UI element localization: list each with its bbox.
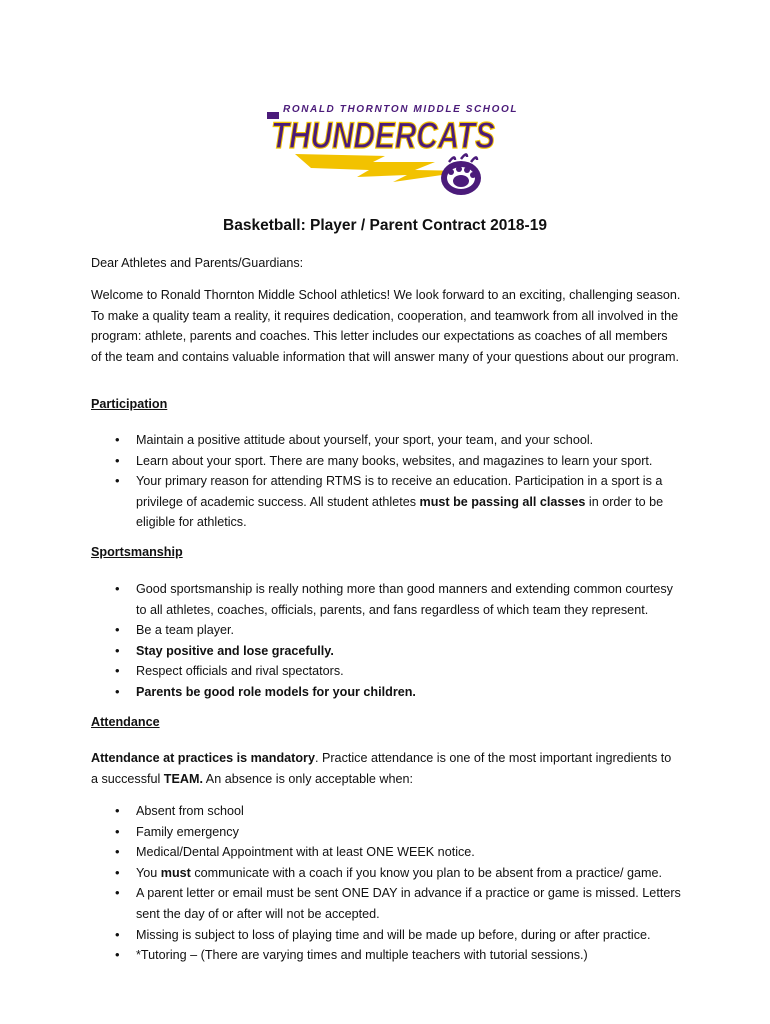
list-item bbox=[91, 863, 681, 884]
list-item-text: communicate with a coach if you know you plan to be absent from a practice/ game. bbox=[190, 865, 662, 880]
attendance-text: . Practice attendance is one of the most important ingredients to a successful bbox=[91, 751, 672, 786]
attendance-text: An absence is only acceptable when: bbox=[202, 771, 414, 786]
list-item bbox=[91, 471, 681, 533]
list-item: • Learn about your sport. There are many books, websites, and magazines to learn your sport. bbox=[91, 451, 681, 472]
attendance-emphasis: TEAM. bbox=[163, 771, 203, 786]
list-item bbox=[91, 641, 681, 662]
logo-school-name: RONALD THORNTON MIDDLE SCHOOL bbox=[283, 104, 519, 115]
list-item-emphasis: must bbox=[160, 865, 191, 880]
list-item-emphasis: must be passing all classes bbox=[419, 494, 586, 509]
list-item: • Maintain a positive attitude about yourself, your sport, your team, and your school. bbox=[91, 430, 681, 451]
paw-icon bbox=[441, 154, 481, 195]
list-item: • Good sportsmanship is really nothing more than good manners and extending common courtesy to all athletes, coaches, officials, parents, and fans regardless of which team they represent. bbox=[91, 579, 681, 620]
participation-heading: Participation bbox=[91, 397, 168, 411]
page-title: Basketball: Player / Parent Contract 2018-19 bbox=[223, 217, 547, 234]
attendance-emphasis: Attendance at practices is mandatory bbox=[91, 751, 315, 765]
list-item: • Medical/Dental Appointment with at least ONE WEEK notice. bbox=[91, 842, 681, 863]
sportsmanship-list bbox=[91, 579, 681, 703]
sportsmanship-heading: Sportsmanship bbox=[91, 545, 183, 559]
list-item-emphasis: Stay positive and lose gracefully. bbox=[136, 643, 334, 658]
list-item: • Absent from school bbox=[91, 801, 681, 822]
thundercats-logo bbox=[265, 96, 519, 200]
list-item-emphasis: Parents be good role models for your children. bbox=[136, 684, 416, 699]
intro-paragraph: Welcome to Ronald Thornton Middle School athletics! We look forward to an exciting, challenging season. To make a quality team a reality, it requires dedication, cooperation, and teamwork from all involved in the program: athlete, parents and coaches. This letter includes our expectations as coaches of all members of the team and contains valuable information that will answer many of your questions about our program. bbox=[91, 288, 681, 364]
list-item-text: in order to be eligible for athletics. bbox=[136, 494, 664, 530]
list-item: • Be a team player. bbox=[91, 620, 681, 641]
list-item: • Family emergency bbox=[91, 822, 681, 843]
attendance-list bbox=[91, 801, 681, 966]
list-item: • A parent letter or email must be sent ONE DAY in advance if a practice or game is missed. Letters sent the day of or after will not be accepted. bbox=[91, 883, 681, 924]
logo-mascot-name: THUNDERCATS bbox=[271, 115, 496, 156]
attendance-paragraph bbox=[91, 748, 681, 789]
salutation: Dear Athletes and Parents/Guardians: bbox=[91, 256, 304, 270]
list-item-text: Your primary reason for attending RTMS is to receive an education. Participation in a sport is a privilege of academic success. All student athletes bbox=[136, 474, 663, 509]
participation-list bbox=[91, 430, 681, 533]
list-item: • Missing is subject to loss of playing time and will be made up before, during or after practice. bbox=[91, 925, 681, 946]
list-item-text: You bbox=[136, 865, 161, 880]
attendance-heading: Attendance bbox=[91, 715, 160, 729]
list-item bbox=[91, 682, 681, 703]
list-item: • Respect officials and rival spectators. bbox=[91, 661, 681, 682]
list-item: • *Tutoring – (There are varying times and multiple teachers with tutorial sessions.) bbox=[91, 945, 681, 966]
